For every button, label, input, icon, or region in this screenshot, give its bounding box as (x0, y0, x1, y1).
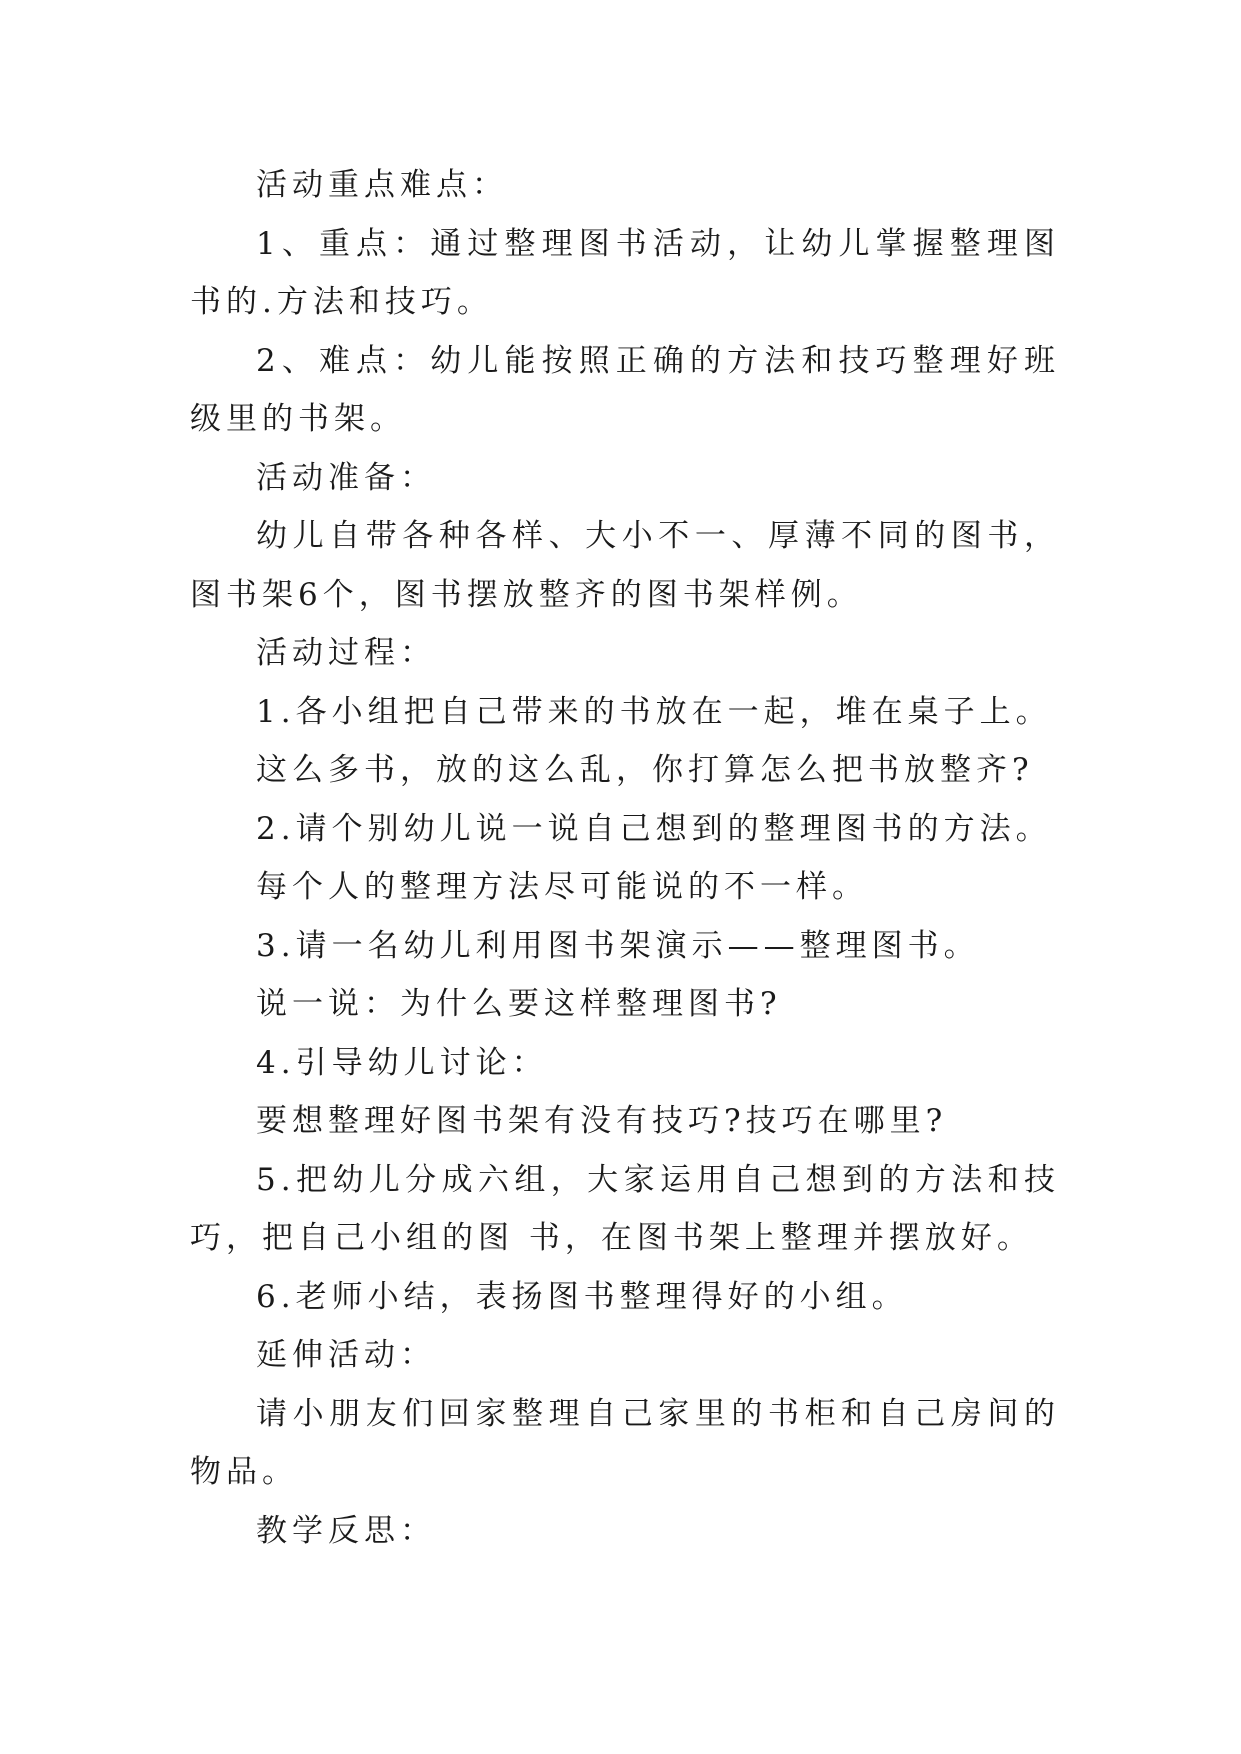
paragraph-step-3: 3.请一名幼儿利用图书架演示——整理图书。 (256, 927, 980, 964)
document-body (190, 156, 1060, 1560)
section-heading-preparation: 活动准备： (256, 459, 436, 496)
section-heading-key-points: 活动重点难点： (256, 167, 508, 203)
section-heading-process: 活动过程： (256, 635, 436, 671)
paragraph-difficulty: 2、难点：幼儿能按照正确的方法和技巧整理好班级里的书架。 (190, 342, 1060, 437)
paragraph-step-6: 6.老师小结，表扬图书整理得好的小组。 (256, 1278, 908, 1315)
paragraph-step-1: 1.各小组把自己带来的书放在一起，堆在桌子上。 (256, 693, 1052, 730)
paragraph-step-3-question: 说一说：为什么要这样整理图书? (256, 986, 782, 1022)
paragraph-step-2: 2.请个别幼儿说一说自己想到的整理图书的方法。 (256, 810, 1052, 847)
paragraph-key-point: 1、重点：通过整理图书活动，让幼儿掌握整理图书的.方法和技巧。 (190, 225, 1060, 320)
paragraph-step-4: 4.引导幼儿讨论： (256, 1044, 548, 1081)
section-heading-reflection: 教学反思： (256, 1512, 436, 1549)
paragraph-step-2-note: 每个人的整理方法尽可能说的不一样。 (256, 869, 868, 905)
paragraph-step-4-question: 要想整理好图书架有没有技巧?技巧在哪里? (256, 1103, 948, 1139)
paragraph-step-5: 5.把幼儿分成六组，大家运用自己想到的方法和技巧，把自己小组的图 书，在图书架上整理并摆放好。 (190, 1161, 1060, 1256)
section-heading-extension: 延伸活动： (256, 1337, 436, 1373)
paragraph-preparation: 幼儿自带各种各样、大小不一、厚薄不同的图书，图书架6个，图书摆放整齐的图书架样例。 (190, 518, 1060, 613)
paragraph-extension: 请小朋友们回家整理自己家里的书柜和自己房间的物品。 (190, 1395, 1060, 1490)
paragraph-step-1-question: 这么多书，放的这么乱，你打算怎么把书放整齐? (256, 752, 1034, 788)
